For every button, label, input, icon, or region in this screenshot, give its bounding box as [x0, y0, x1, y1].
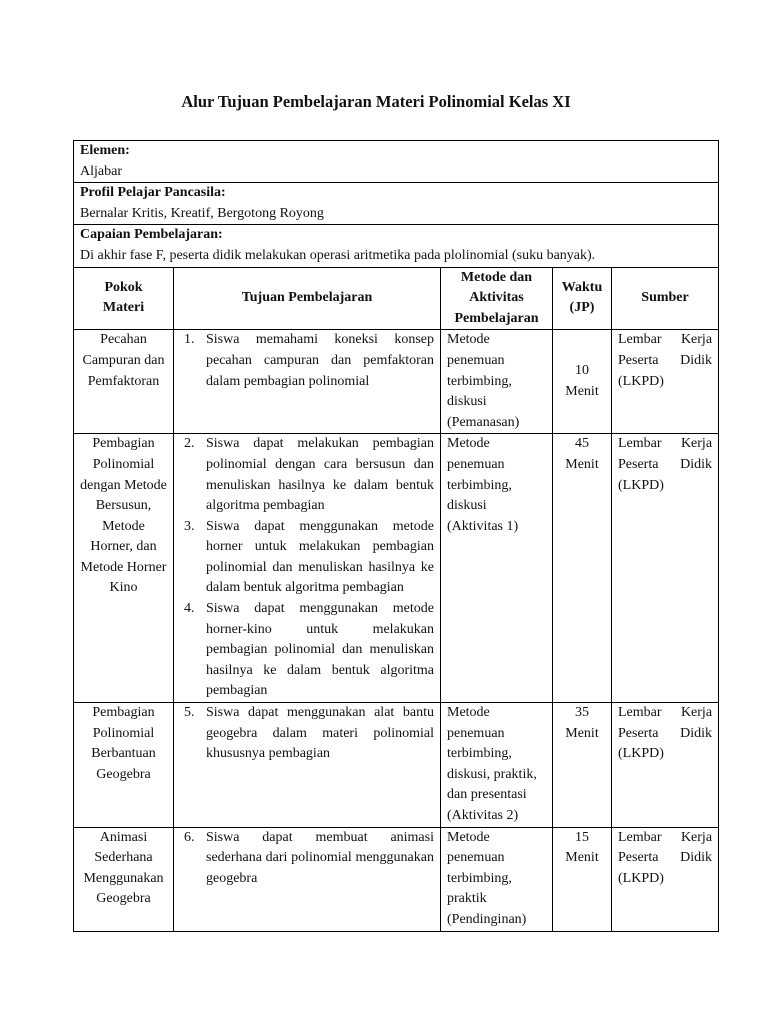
metode-cell: Metode penemuan terbimbing, diskusi, praktik, dan presentasi (Aktivitas 2)	[441, 703, 553, 828]
tujuan-pembelajaran-cell	[174, 434, 441, 703]
tujuan-pembelajaran-cell	[174, 827, 441, 931]
pokok-materi-cell: Pecahan Campuran dan Pemfaktoran	[74, 330, 174, 434]
waktu-cell: 10 Menit	[553, 330, 612, 434]
table-header-row	[74, 267, 719, 330]
objective-text: Siswa dapat menggunakan metode horner untuk melakukan pembagian polinomial dan menuliskan hasilnya ke dalam bentuk algoritma pembagian	[206, 518, 434, 596]
objective-number: 3.	[184, 518, 195, 534]
objective-item	[180, 517, 434, 599]
table-row	[74, 703, 719, 828]
info-cell	[74, 225, 719, 267]
objective-item	[180, 330, 434, 392]
objective-item	[180, 703, 434, 765]
objective-item	[180, 599, 434, 702]
metode-cell: Metode penemuan terbimbing, diskusi (Aktivitas 1)	[441, 434, 553, 703]
info-value: Aljabar	[80, 163, 122, 179]
info-value: Di akhir fase F, peserta didik melakukan operasi aritmetika pada plolinomial (suku banyak).	[80, 247, 596, 263]
info-row-profil	[74, 183, 719, 225]
document-title: Alur Tujuan Pembelajaran Materi Polinomial Kelas XI	[181, 92, 571, 111]
table-row	[74, 330, 719, 434]
tujuan-pembelajaran-cell	[174, 703, 441, 828]
info-label: Elemen:	[80, 143, 130, 158]
learning-objectives-table	[73, 140, 719, 932]
header-metode-aktivitas: Metode dan Aktivitas Pembelajaran	[441, 267, 553, 330]
objectives-list	[180, 828, 434, 890]
objective-number: 2.	[184, 436, 195, 452]
objective-number: 6.	[184, 829, 195, 845]
waktu-cell: 45 Menit	[553, 434, 612, 703]
table-body	[74, 330, 719, 931]
pokok-materi-cell: Animasi Sederhana Menggunakan Geogebra	[74, 827, 174, 931]
objective-text: Siswa dapat melakukan pembagian polinomial dengan cara bersusun dan menuliskan hasilnya ke dalam bentuk algoritma pembagian	[206, 436, 434, 514]
objective-text: Siswa memahami koneksi konsep pecahan campuran dan pemfaktoran dalam pembagian polinomial	[206, 332, 434, 389]
metode-cell: Metode penemuan terbimbing, diskusi (Pemanasan)	[441, 330, 553, 434]
objective-item	[180, 828, 434, 890]
sumber-cell: Lembar Kerja Peserta Didik (LKPD)	[612, 827, 719, 931]
sumber-cell: Lembar Kerja Peserta Didik (LKPD)	[612, 330, 719, 434]
info-cell	[74, 183, 719, 225]
metode-cell: Metode penemuan terbimbing, praktik (Pendinginan)	[441, 827, 553, 931]
waktu-cell: 15 Menit	[553, 827, 612, 931]
objective-item	[180, 434, 434, 516]
header-sumber: Sumber	[612, 267, 719, 330]
objectives-list	[180, 434, 434, 702]
info-label: Capaian Pembelajaran:	[80, 227, 223, 243]
objective-number: 4.	[184, 601, 195, 617]
objective-text: Siswa dapat menggunakan metode horner-kino untuk melakukan pembagian polinomial dan menuliskan hasilnya ke dalam bentuk algoritma pembagian	[206, 601, 434, 699]
pokok-materi-cell: Pembagian Polinomial Berbantuan Geogebra	[74, 703, 174, 828]
objective-number: 1.	[184, 332, 195, 348]
header-tujuan-pembelajaran: Tujuan Pembelajaran	[174, 267, 441, 330]
objective-text: Siswa dapat membuat animasi sederhana dari polinomial menggunakan geogebra	[206, 829, 434, 886]
header-pokok-materi: Pokok Materi	[74, 267, 174, 330]
info-value: Bernalar Kritis, Kreatif, Bergotong Royong	[80, 205, 324, 221]
header-waktu: Waktu (JP)	[553, 267, 612, 330]
objective-number: 5.	[184, 705, 195, 721]
pokok-materi-cell: Pembagian Polinomial dengan Metode Bersusun, Metode Horner, dan Metode Horner Kino	[74, 434, 174, 703]
objectives-list	[180, 330, 434, 392]
sumber-cell: Lembar Kerja Peserta Didik (LKPD)	[612, 703, 719, 828]
table-row	[74, 827, 719, 931]
sumber-cell: Lembar Kerja Peserta Didik (LKPD)	[612, 434, 719, 703]
waktu-cell: 35 Menit	[553, 703, 612, 828]
table-row	[74, 434, 719, 703]
info-label: Profil Pelajar Pancasila:	[80, 185, 226, 201]
info-row-capaian	[74, 225, 719, 267]
tujuan-pembelajaran-cell	[174, 330, 441, 434]
info-row-elemen	[74, 141, 719, 183]
objectives-list	[180, 703, 434, 765]
info-cell	[74, 141, 719, 183]
objective-text: Siswa dapat menggunakan alat bantu geogebra dalam materi polinomial khususnya pembagian	[206, 705, 434, 762]
